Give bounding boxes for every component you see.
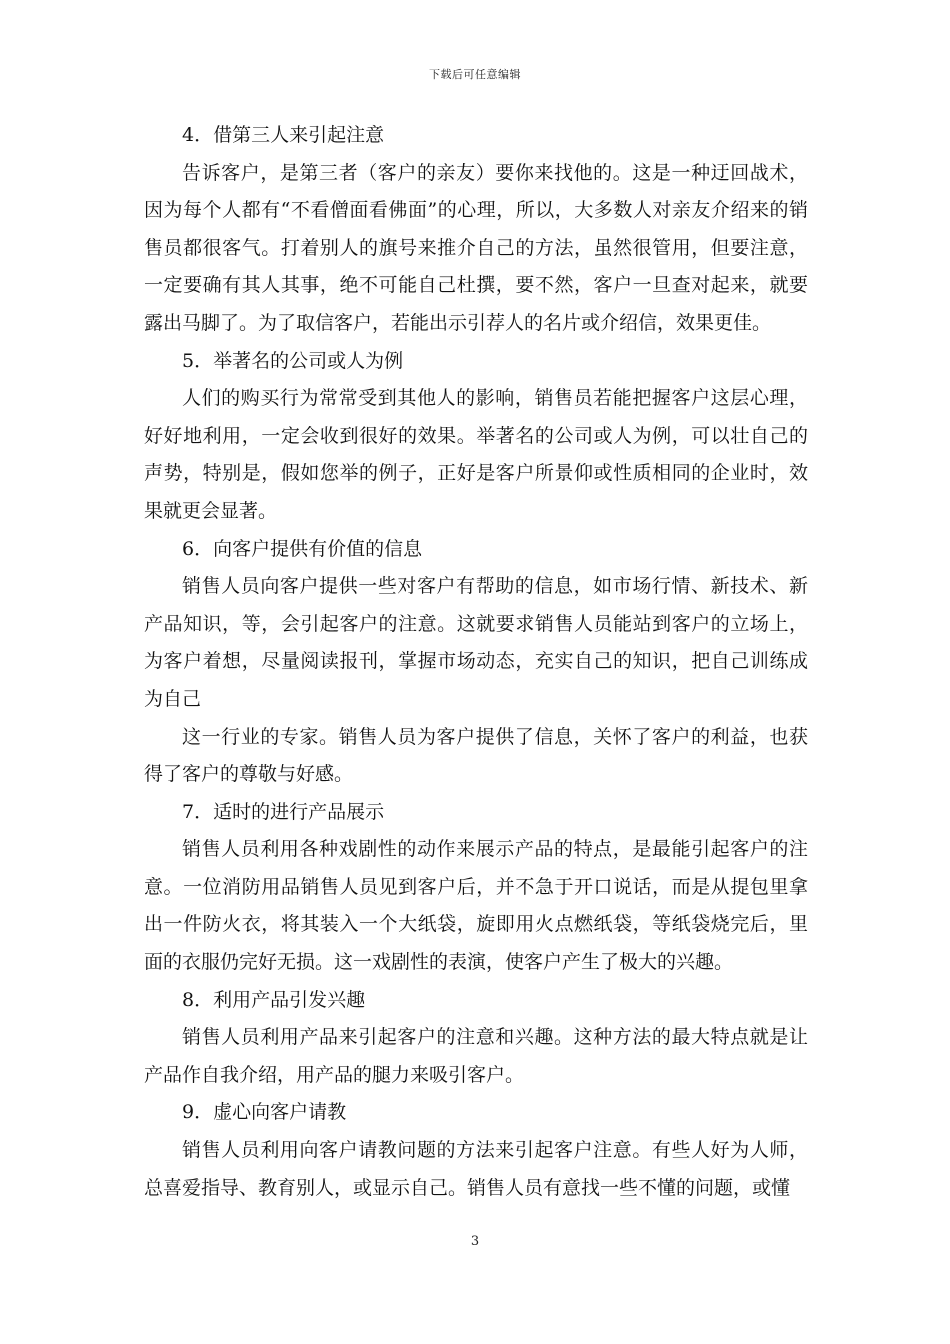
paragraph: 告诉客户，是第三者（客户的亲友）要你来找他的。这是一种迂回战术，因为每个人都有“不看僧面看佛面”的心理，所以，大多数人对亲友介绍来的销售员都很客气。打着别人的旗号来推介自己的方法，虽然很管用，但要注意，一定要确有其人其事，绝不可能自己杜撰，要不然，客户一旦查对起来，就要露出马脚了。为了取信客户，若能出示引荐人的名片或介绍信，效果更佳。	[144, 161, 808, 334]
paragraph: 人们的购买行为常常受到其他人的影响，销售员若能把握客户这层心理，好好地利用，一定会收到很好的效果。举著名的公司或人为例，可以壮自己的声势，特别是，假如您举的例子，正好是客户所景仰或性质相同的企业时，效果就更会显著。	[144, 387, 808, 522]
section-heading: 4．借第三人来引起注意	[182, 124, 385, 146]
page-header: 下载后可任意编辑	[429, 68, 521, 81]
section-heading: 9．虚心向客户请教	[182, 1101, 347, 1124]
section-heading: 7．适时的进行产品展示	[182, 800, 385, 823]
paragraph: 销售人员向客户提供一些对客户有帮助的信息，如市场行情、新技术、新产品知识，等，会引起客户的注意。这就要求销售人员能站到客户的立场上，为客户着想，尽量阅读报刊，掌握市场动态，充实自己的知识，把自己训练成为自己	[144, 575, 808, 710]
section-heading: 8．利用产品引发兴趣	[182, 988, 366, 1011]
document-body	[144, 117, 808, 1207]
section-heading: 5．举著名的公司或人为例	[182, 349, 404, 372]
paragraph: 销售人员利用向客户请教问题的方法来引起客户注意。有些人好为人师，总喜爱指导、教育别人，或显示自己。销售人员有意找一些不懂的问题，或懂	[144, 1139, 808, 1199]
paragraph: 销售人员利用产品来引起客户的注意和兴趣。这种方法的最大特点就是让产品作自我介绍，用产品的腿力来吸引客户。	[144, 1026, 808, 1086]
paragraph: 这一行业的专家。销售人员为客户提供了信息，关怀了客户的利益，也获得了客户的尊敬与好感。	[144, 725, 808, 786]
section-heading: 6．向客户提供有价值的信息	[182, 537, 423, 560]
page-number: 3	[470, 1234, 480, 1249]
paragraph: 销售人员利用各种戏剧性的动作来展示产品的特点，是最能引起客户的注意。一位消防用品销售人员见到客户后，并不急于开口说话，而是从提包里拿出一件防火衣，将其装入一个大纸袋，旋即用火点燃纸袋，等纸袋烧完后，里面的衣服仍完好无损。这一戏剧性的表演，使客户产生了极大的兴趣。	[144, 838, 808, 974]
